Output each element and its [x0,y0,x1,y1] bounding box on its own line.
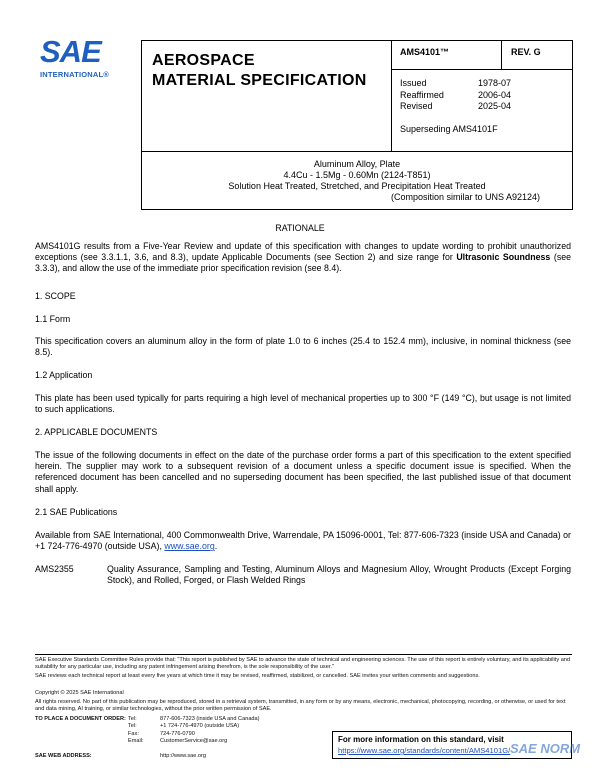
section-1-1-text: This specification covers an aluminum alloy in the form of plate 1.0 to 6 inches (25.4 to 152.4 mm), inclusive, in nominal thickness (see 8.5). [35,336,571,358]
issued-date: 1978-07 [478,78,512,88]
spec-title: AEROSPACE MATERIAL SPECIFICATION [152,52,367,89]
section-2-1-heading: 2.1 SAE Publications [35,507,118,517]
reference-id: AMS2355 [35,564,74,574]
tel1-label: Tel: [128,716,137,722]
footer-review-note: SAE reviews each technical report at least every five years at which time it may be revised, reaffirmed, stabilized, or cancelled. SAE invites your written comments and suggestions. [35,673,480,679]
material-line-4: (Composition similar to UNS A92124) [391,192,541,202]
material-line-2: 4.4Cu - 1.5Mg - 0.60Mn (2124-T851) [283,170,431,180]
rationale-text: AMS4101G results from a Five-Year Review and update of this specification with changes to update wording to prohibit unauthorized exceptions (see 3.3.1.1, 3.6, and 8.3), update Applicable Documents (see Section 2) and size range for Ultrasonic Soundness (see 3.3.3), and allow the use of the immediate prior specification revision (see 8.4). [35,241,572,274]
superseding-label: Superseding AMS4101F [400,124,498,134]
web-value[interactable]: http://www.sae.org [160,753,207,759]
web-label: SAE WEB ADDRESS: [35,753,92,759]
email-label: Email: [128,738,144,744]
sae-website-link[interactable]: www.sae.org [164,541,215,552]
section-2-heading: 2. APPLICABLE DOCUMENTS [35,427,158,437]
reference-description: Quality Assurance, Sampling and Testing, Aluminum Alloys and Magnesium Alloy, Wrought Products (Except Forging Stock), and Rolled, Forged, or Flash Welded Rings [107,564,571,586]
section-1-2-heading: 1.2 Application [35,370,93,380]
spec-header-table [141,40,573,210]
revised-label: Revised [400,101,433,111]
rationale-heading: RATIONALE [275,223,325,233]
section-1-2-text: This plate has been used typically for parts requiring a high level of mechanical properties up to 300 °F (149 °C), but usage is not limited to such applications. [35,393,571,415]
revised-date: 2025-04 [478,101,512,111]
doc-number: AMS4101™ [400,47,450,57]
logo-word: SAE [40,34,101,69]
section-2-1-text: Available from SAE International, 400 Commonwealth Drive, Warrendale, PA 15096-0001, Tel: 877-606-7323 (inside USA and Canada) or +1 724-776-4970 (outside USA), www.sae.org. [35,530,571,552]
logo-subtitle: INTERNATIONAL® [40,70,110,79]
tel2-value: +1 724-776-4970 (outside USA) [160,723,240,729]
tel1-value: 877-606-7323 (inside USA and Canada) [160,716,260,722]
more-info-link[interactable]: https://www.sae.org/standards/content/AMS4101G/ [338,746,511,755]
section-2-text: The issue of the following documents in effect on the date of the purchase order forms a part of this specification to the extent specified herein. The supplier may work to a subsequent revision of a document unless a specific document issue is specified. When the referenced document has been cancelled and no superseding document has been specified, the last published issue of that document shall apply. [35,450,571,494]
material-line-3: Solution Heat Treated, Stretched, and Precipitation Heat Treated [228,181,486,191]
fax-value: 724-776-0790 [160,731,195,737]
material-line-1: Aluminum Alloy, Plate [313,159,401,169]
fax-label: Fax: [128,731,139,737]
footer-rights: All rights reserved. No part of this publication may be reproduced, stored in a retrieval system, transmitted, in any form or by any means, electronic, mechanical, photocopying, recording, or otherwise, or used for text and data mining, AI training, or similar technologies, without the prior written permission of SAE. [35,699,566,712]
footer-disclaimer: SAE Executive Standards Committee Rules provide that: "This report is published by SAE to advance the state of technical and engineering sciences. The use of this report is entirely voluntary, and its applicability and suitability for any particular use, including any patent infringement arising therefrom, is the sole responsibility of the user." [35,657,571,670]
footer-copyright: Copyright © 2025 SAE International [35,690,124,696]
order-label: TO PLACE A DOCUMENT ORDER: [35,716,126,722]
email-value[interactable]: CustomerService@sae.org [160,738,228,744]
more-info-title: For more information on this standard, visit [338,735,504,744]
section-1-1-heading: 1.1 Form [35,314,71,324]
issued-label: Issued [400,78,427,88]
sae-logo [38,34,118,82]
section-1-heading: 1. SCOPE [35,291,76,301]
reaffirmed-date: 2006-04 [478,90,512,100]
revision-label: REV. G [511,47,541,57]
tel2-label: Tel: [128,723,137,729]
watermark-text: SAE NORM [510,741,581,756]
reaffirmed-label: Reaffirmed [400,90,444,100]
footer-divider [35,654,572,655]
